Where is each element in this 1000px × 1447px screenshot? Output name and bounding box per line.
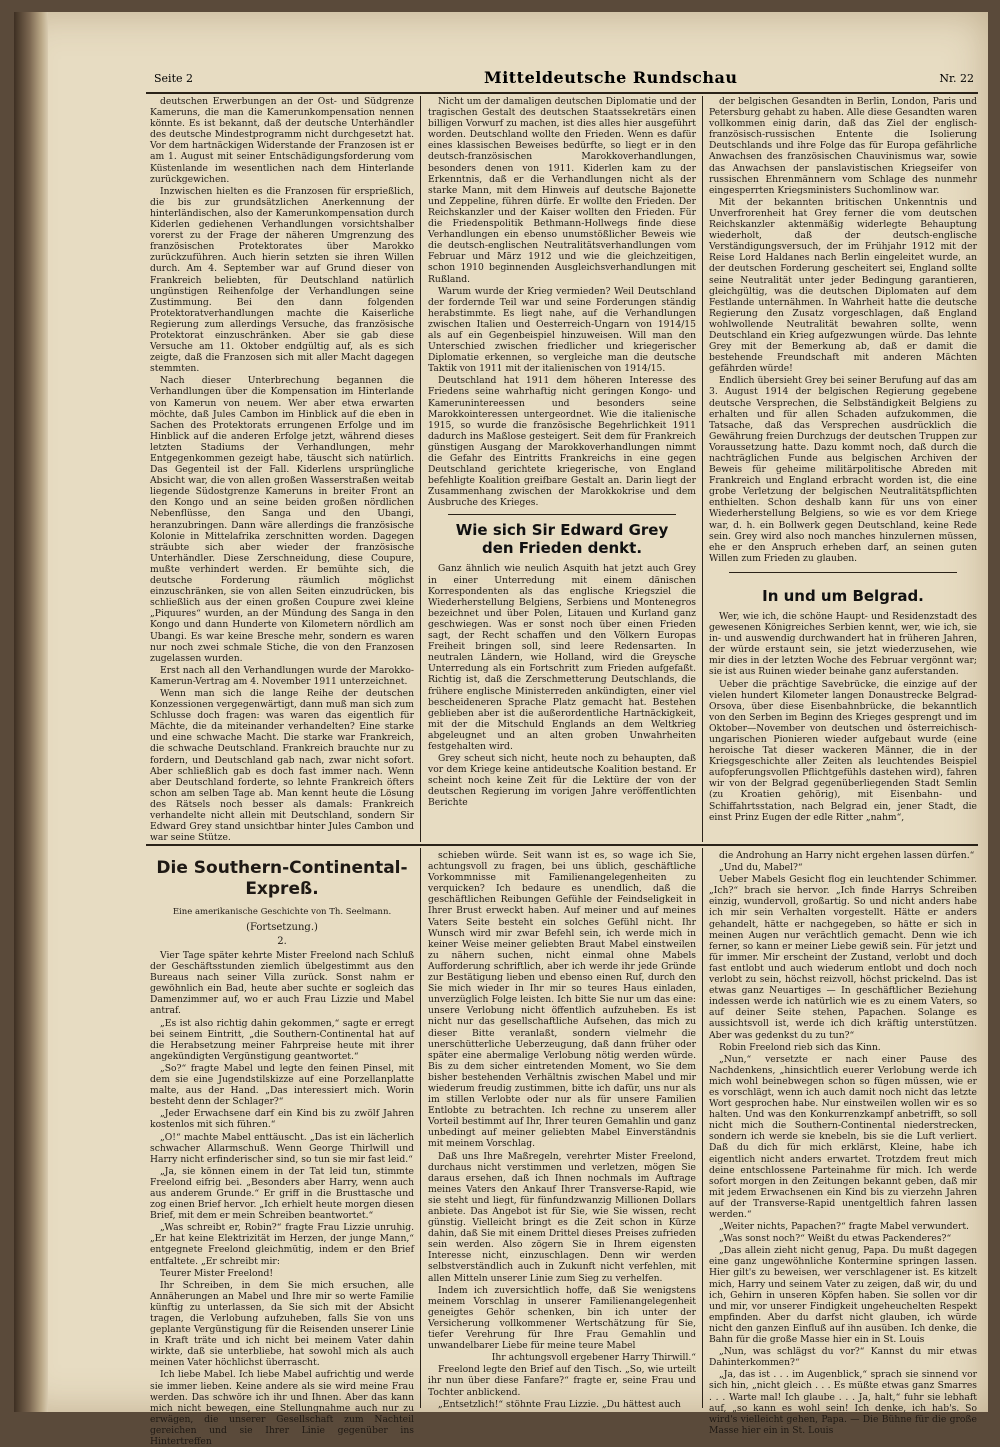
- paragraph: die Androhung an Harry nicht ergehen lassen dürfen.“: [719, 850, 975, 861]
- paragraph: „Jeder Erwachsene darf ein Kind bis zu zwölf Jahren kostenlos mit sich führen.“: [150, 1108, 414, 1131]
- paragraph: der belgischen Gesandten in Berlin, London, Paris und Petersburg gehabt zu haben. Alle diese Gesandten waren vollkommen einig darin, daß das Ziel der englisch-französisch-russischen Entente die Isolierung Deutschlands und ihre Folge das für Europa gefährliche Anwachsen des französischen Chauvinismus war, sowie das Anwachsen der panslavistischen Kriegseifer von russischen Ehrenmännern vom Schlage des nunmehr eingesperrten Kriegsministers Suchomlinow war.: [709, 96, 977, 196]
- story-title: [150, 858, 414, 900]
- paragraph: „Was schreibt er, Robin?“ fragte Frau Lizzie unruhig. „Er hat keine Elektrizität im Herzen, der junge Mann,“ entgegnete Freelond gleichmütig, indem er den Brief entfaltete. „Er schreibt mir:: [150, 1222, 414, 1267]
- paragraph: „So?“ fragte Mabel und legte den feinen Pinsel, mit dem sie eine Jugendstilskizze auf eine Porzellanplatte malte, aus der Hand. „Das interessiert mich. Worin besteht denn der Schlager?“: [150, 1062, 414, 1108]
- column-rule: [420, 96, 421, 842]
- paragraph: Daß uns Ihre Maßregeln, verehrter Mister Freelond, durchaus nicht verstimmen und verletzen, mögen Sie daraus ersehen, daß ich Ihnen nochmals im Auftrage meines Vaters den Ankauf Ihrer Transverse-Rapid, wie sie steht und liegt, für fünfundzwanzig Millionen Dollars anbiete. Das Angebot ist für Sie, wie Sie wissen, recht günstig. Vielleicht bringt es die Zeit schon in Kürze dahin, daß Sie mit einem Drittel dieses Preises zufrieden sein werden. Also zögern Sie in Ihrem eigensten Interesse nicht, einzuschlagen. Denn wir werden selbstverständlich auch in Zukunft nicht verfehlen, mit allen Mitteln unserer Linie zum Sieg zu verhelfen.: [428, 1150, 696, 1284]
- paragraph: Warum wurde der Krieg vermieden? Weil Deutschland der fordernde Teil war und seine Forderungen ständig herabstimmte. Es liegt nahe, auf die Verhandlungen zwischen Italien und Oesterreich-Ungarn von 1914/15 als auf ein Gegenbeispiel hinzuweisen. Will man den Unterschied zwischen friedlicher und kriegerischer Diplomatie erkennen, so vergleiche man die deutsche Taktik von 1911 mit der italienischen von 1914/15.: [428, 285, 696, 375]
- paragraph: Grey scheut sich nicht, heute noch zu behaupten, daß vor dem Kriege keine antideutsche Koalition bestand. Er scheint noch keine Zeit für die Lektüre der von der deutschen Regierung im vorigen Jahre veröffentlichten Berichte: [428, 753, 696, 809]
- page-label: Seite 2: [154, 72, 193, 85]
- paragraph: „Entsetzlich!“ stöhnte Frau Lizzie. „Du hättest auch: [438, 1398, 681, 1410]
- header-rule: [146, 92, 978, 94]
- paragraph: Ich liebe Mabel. Ich liebe Mabel aufrichtig und werde sie immer lieben. Keine andere als sie wird meine Frau werden. Das schwöre ich ihr und Ihnen. Aber das kann mich nicht bewegen, eine Stellungnahme auch nur zu erwägen, die unserer Gesellschaft zum Nachteil gereichen und sie Ihrer Linie gegenüber ins Hintertreffen: [150, 1369, 414, 1447]
- paragraph: „Das allein zieht nicht genug, Papa. Du mußt dagegen eine ganz ungewöhnliche Kontermine springen lassen. Hier gilt's zu beweisen, wer verschlagener ist. Es kitzelt mich, Harry und seinem Vater zu zeigen, daß wir, du und ich, Gehirn in unseren Köpfen haben. Sie sollen vor dir und mir, vor unserer Findigkeit ungeheuchelten Respekt empfinden. Aber du darfst nicht glauben, ich würde nicht den ganzen Einfluß auf ihn ausüben. Ich denke, die Bahn für die große Masse hier ein in St. Louis: [709, 1245, 977, 1346]
- paragraph: schieben würde. Seit wann ist es, so wage ich Sie, achtungsvoll zu fragen, bei uns üblich, geschäftliche Vorkommnisse mit Familienangelegenheiten zu verquicken? Ich bedaure es unendlich, daß die geschäftlichen Reibungen Gefühle der Feindseligkeit in Ihrer Brust erweckt haben. Auf meiner und auf meines Vaters Seite besteht ein solches Gefühl nicht. Ihr Wunsch wird mir zwar Befehl sein, ich werde mich in keiner Weise meiner geliebten Braut Mabel einstweilen zu nähern suchen, nicht einmal ohne Mabels Aufforderung schriftlich, aber ich werde ihr jede Gründe zur Bestätigung lieben und ebenso einen Ruf, durch den Sie mich wieder in Ihr mir so teures Haus einladen, unverzüglich Folge leisten. Ich bitte Sie nur um das eine: unsere Verlobung nicht öffentlich aufzuheben. Es ist nicht nur das gesellschaftliche Aufsehen, das mich zu dieser Bitte veranlaßt, sondern vielmehr die unerschütterliche Ueberzeugung, daß dann früher oder später eine abermalige Verlobung nötig werden würde. Bis zu dem sicher eintretenden Moment, wo Sie dem bisher bestehenden Verhältnis zwischen Mabel und mir wiederum freudig zustimmen, bitte ich dafür, uns nur als im stillen Verlobte oder nur als für unsere Familien Entlobte zu betrachten. Ich rechne zu unserem aller Vorteil bestimmt auf Ihr, Ihrer teuren Gemahlin und ganz unbedingt auf meiner geliebten Mabel Einverständnis mit meinem Vorschlag.: [428, 850, 696, 1150]
- paragraph: Deutschland hat 1911 dem höheren Interesse des Friedens seine wahrhaftig nicht geringen Kongo- und Kamerunintereessen und besonders seine Marokkointeressen untergeordnet. Wie die italienische 1915, so wurde die französische Begehrlichkeit 1911 dadurch ins Maßlose gesteigert. Seit dem für Frankreich günstigen Ausgang der Marokkoverhandlungen nimmt die Gefahr des Eintritts Frankreichs in eine gegen Deutschland gerichtete kriegerische, von England befehligte Koalition greifbare Gestalt an. Darin liegt der Zusammenhang zwischen der Marokkokrise und dem Ausbruche des Krieges.: [428, 375, 696, 509]
- paragraph: Vier Tage später kehrte Mister Freelond nach Schluß der Geschäftsstunden ziemlich übelgestimmt aus den Bureaus nach seiner Villa zurück. Sonst nahm er gewöhnlich ein Bad, heute aber suchte er sogleich das Damenzimmer auf, wo er auch Frau Lizzie und Mabel antraf.: [150, 950, 414, 1017]
- paragraph: Robin Freelond rieb sich das Kinn.: [719, 1041, 881, 1053]
- book-binding: [14, 12, 48, 1412]
- headline-line: Wie sich Sir Edward Grey: [455, 521, 669, 540]
- paragraph: Endlich übersieht Grey bei seiner Berufung auf das am 3. August 1914 der belgischen Regierung gegebene deutsche Versprechen, die Selbständigkeit Belgiens zu erhalten und für allen Schaden aufzukommen, die Tatsache, daß das Versprechen ausdrücklich die Gewährung freien Durchzugs der deutschen Truppen zur Voraussetzung hatte. Dazu kommt noch, daß durch die nachträglichen Funde aus belgischen Archiven der Beweis für geheime militärpolitische Abreden mit Frankreich und England erbracht worden ist, die eine grobe Verletzung der belgischen Neutralitätspflichten enthielten. Schon deshalb kann für uns von einer Wiederherstellung Belgiens, so wie es vor dem Kriege war, d. h. ein Bollwerk gegen Deutschland, keine Rede sein. Grey wird also noch manches hinzulernen müssen, ehe er den Anspruch erheben darf, an seinen guten Willen zum Frieden zu glauben.: [709, 375, 977, 564]
- paragraph: „Was sonst noch?“ Weißt du etwas Packenderes?“: [719, 1233, 952, 1245]
- column-rule: [702, 848, 703, 1408]
- newspaper-title: Mitteldeutsche Rundschau: [484, 68, 738, 87]
- paragraph: Ueber Mabels Gesicht flog ein leuchtender Schimmer. „Ich?“ brach sie hervor. „Ich finde Harrys Schreiben einzig, wundervoll, großartig. So und nicht anders habe ich mir sein Verhalten vorgestellt. Hätte er anders gehandelt, hätte er nachgegeben, so hätte er sich in meinen Augen nur verächtlich gemacht. Denn wie ich ferner, so kann er meiner Liebe gewiß sein. Für jetzt und für immer. Mir erscheint der Zustand, verlobt und doch fast entlobt und auch wiederum entlobt und doch noch verlobt zu sein, höchst reizvoll, höchst prickelnd. Das ist etwas ganz Neuartiges — In geschäftlicher Beziehung indessen werde ich natürlich wie es zu einem Vaters, so auf deiner Seite stehen, Papachen. Solange es aussichtsvoll ist, werde ich dich kräftig unterstützen. Aber was gedenkst du zu tun?“: [709, 874, 977, 1041]
- paragraph: Nach dieser Unterbrechung begannen die Verhandlungen über die Kompensation im Hinterlande von Kamerun von neuem. Wer aber etwa erwarten möchte, daß Jules Cambon im Hinblick auf die eben in Sachen des Protektorats errungenen Erfolge und im Hinblick auf die anderen Erfolge jetzt, während dieses letzten Stadiums der Verhandlungen, mehr Entgegenkommen gezeigt habe, täuscht sich natürlich. Das Gegenteil ist der Fall. Kiderlens ursprüngliche Absicht war, die von allen großen Wasserstraßen weitab liegende Südostgrenze Kameruns in breiter Front an den Kongo und an seine beiden großen nördlichen Nebenflüsse, den Sanga und den Ubangi, heranzubringen. Dann wäre allerdings die französische Kolonie in Mittelafrika zerschnitten worden. Dagegen sträubte sich aber wieder der französische Unterhändler. Diese Zerschneidung, diese Coupure, mußte verhindert werden. Er bemühte sich, die deutsche Forderung räumlich möglichst einzuschränken, sie von allen Seiten einzudrücken, bis schließlich aus der einen großen Coupure zwei kleine „Piquures“ wurden, an der Mündung des Sanga in den Kongo und dann Hunderte von Kilometern nördlich am Ubangi. Es war keine Bresche mehr, sondern es waren nur noch zwei schmale Stiche, die von den Franzosen zugelassen wurden.: [150, 375, 414, 664]
- paragraph: Ihr Schreiben, in dem Sie mich ersuchen, alle Annäherungen an Mabel und Ihre mir so werte Familie künftig zu unterlassen, da Sie sich mit der Absicht tragen, die Verlobung aufzuheben, falls Sie von uns geplante Vergünstigung für die Reisenden unserer Linie in Kraft träte und ich nicht bei meinem Vater dahin wirkte, daß sie unterbliebe, hat sowohl mich als auch meinen Vater höchlichst überrascht.: [150, 1279, 414, 1369]
- paragraph: Indem ich zuversichtlich hoffe, daß Sie wenigstens meinem Vorschlag in unserer Familienangelegenheit geneigtes Gehör schenken, bin ich unter der Versicherung vollkommener Wertschätzung für Sie, tiefer Verehrung für Ihre Frau Gemahlin und unwandelbarer Liebe für meine teure Mabel: [428, 1284, 696, 1352]
- issue-number: Nr. 22: [939, 72, 974, 85]
- paragraph: „Es ist also richtig dahin gekommen,“ sagte er erregt bei seinem Eintritt, „die Southern-Continental hat auf die Herabsetzung meiner Fahrpreise heute mit ihrer angekündigten Vergünstigung geantwortet.“: [150, 1017, 414, 1062]
- paragraph: „Und du, Mabel?“: [719, 862, 803, 874]
- story-column-1: [150, 850, 414, 1447]
- paragraph: Erst nach all den Verhandlungen wurde der Marokko-Kamerun-Vertrag am 4. November 1911 unterzeichnet.: [150, 664, 414, 687]
- paragraph: deutschen Erwerbungen an der Ost- und Südgrenze Kameruns, die man die Kamerunkompensation nennen könnte. Es ist bekannt, daß der deutsche Unterhändler des deutsche Mindestprogramm nicht durchgesetzt hat. Vor dem hartnäckigen Widerstande der Franzosen ist er am 1. August mit seiner Entschädigungsforderung vom Küstenlande im wesentlichen nach dem Hinterlande zurückgewichen.: [150, 96, 414, 185]
- headline-line: den Frieden denkt.: [481, 539, 643, 558]
- paragraph: Mit der bekannten britischen Unkenntnis und Unverfrorenheit hat Grey ferner die vom deutschen Reichskanzler aktenmäßig widerlegte Behauptung wiederholt, daß der deutsch-englische Verständigungsversuch, der im Frühjahr 1912 mit der Reise Lord Haldanes nach Berlin eingeleitet wurde, an der deutschen Forderung gescheitert sei, England sollte seine Neutralität unter jeder Bedingung garantieren, gleichgültig, was die deutschen Diplomaten auf dem Festlande unternähmen. In Wahrheit hatte die deutsche Regierung den Zusatz vorgeschlagen, daß England wohlwollende Neutralität bewahren sollte, wenn Deutschland ein Krieg aufgezwungen würde. Das lehnte Grey mit der Bemerkung ab, daß er damit die bestehende Freundschaft mit anderen Mächten gefährden würde!: [709, 196, 977, 375]
- story-continuation: (Fortsetzung.): [246, 922, 318, 933]
- article-divider: [729, 572, 957, 573]
- column-rule: [420, 848, 421, 1408]
- story-chapter: 2.: [277, 936, 287, 947]
- paragraph: Wer, wie ich, die schöne Haupt- und Residenzstadt des gewesenen Königreiches Serbien kennt, wer, wie ich, sie in- und auswendig durchwandert hat in früheren Jahren, der würde erstaunt sein, sie jetzt wiederzusehen, wie mir dies in der letzten Woche des Februar vergönnt war; sie ist aus Ruinen wieder beinahe ganz auferstanden.: [709, 610, 977, 678]
- newspaper-page: [14, 12, 988, 1447]
- paragraph: Ueber die prächtige Savebrücke, die einzige auf der vielen hundert Kilometer langen Donaustrecke Belgrad-Orsova, über diese Eisenbahnbrücke, die bekanntlich von den Serben im Beginn des Krieges gesprengt und im Oktober—November von deutschen und österreichisch-ungarischen Pionieren wieder aufgebaut wurde (eine heroische Tat dieser wackeren Männer, die in der Kriegsgeschichte aller Zeiten als leuchtendes Beispiel aufopferungsvollen Pflichtgefühls dastehen wird), fahren wir von der Belgrad gegenüberliegenden Stadt Semlin (zu Kroatien gehörig), mit Eisenbahn- und Schiffahrtsstation, nach Belgrad ein, jener Stadt, die einst Prinz Eugen der edle Ritter „nahm“,: [709, 678, 977, 823]
- paragraph: Freelond legte den Brief auf den Tisch. „So, wie urteilt ihr nun über diese Fanfare?“ fragte er, seine Frau und Tochter anblickend.: [428, 1364, 696, 1398]
- article-divider: [448, 514, 676, 515]
- column-rule: [702, 96, 703, 842]
- section-rule: [146, 844, 978, 846]
- story-title-line: Die Southern-Continental-: [156, 858, 408, 878]
- paragraph: Wenn man sich die lange Reihe der deutschen Konzessionen vergegenwärtigt, dann muß man sich zum Schlusse doch fragen: was waren das eigentlich für Mächte, die da miteinander verhandelten? Eine starke und eine schwache Macht. Die starke war Frankreich, die schwache Deutschland. Frankreich brauchte nur zu fordern, und Deutschland gab nach, zwar nicht sofort. Aber schließlich gab es doch fast immer nach. Wenn aber Deutschland forderte, so lehnte Frankreich öfters schon am selben Tage ab. Man kennt heute die Lösung des Rätsels noch besser als damals: Frankreich verhandelte nicht allein mit Deutschland, sondern Sir Edward Grey stand unsichtbar hinter Jules Cambon und war seine Stütze.: [150, 687, 414, 844]
- paragraph: „Weiter nichts, Papachen?“ fragte Mabel verwundert.: [719, 1221, 969, 1233]
- paragraph: „Nun,“ versetzte er nach einer Pause des Nachdenkens, „hinsichtlich euerer Verlobung werde ich mich wohl beinebwegen schon so fügen müssen, wie er es vorschlägt, wenn ich auch damit noch nicht das letzte Wort gesprochen habe. Nur einstweilen wollen wir es so halten. Und was den Konkurrenzkampf anbetrifft, so soll nicht mich die Southern-Continental niederstrecken, sondern ich werde sie knebeln, bis sie die Luft verliert. Daß du dich für mich erklärst, Kleine, habe ich eigentlich nicht anders erwartet. Trotzdem freut mich deine entschlossene Parteinahme für mich. Ich werde sofort morgen in den Zeitungen bekannt geben, daß mir mit jedem Erwachsenen ein Kind bis zu vierzehn Jahren auf der Transverse-Rapid unentgeltlich fahren lassen werden.“: [709, 1053, 977, 1220]
- paragraph: „Ja, sie können einem in der Tat leid tun, stimmte Freelond eifrig bei. „Besonders aber Harry, wenn auch aus anderem Grunde.“ Er griff in die Brusttasche und zog einen Brief hervor. „Ich erhielt heute morgen diesen Brief, mit dem er mein Schreiben beantwortet.“: [150, 1165, 414, 1222]
- paragraph: Ihr achtungsvoll ergebener Harry Thirwill.“: [491, 1352, 696, 1364]
- article-column-2: [428, 96, 696, 841]
- paragraph: Inzwischen hielten es die Franzosen für ersprießlich, die bis zur grundsätzlichen Anerkennung der hinterländischen, also der Kamerunkompensation durch Kiderlen gediehenen Verhandlungen vorsichtshalber vorerst zu der Frage der näheren Umgrenzung des französischen Protektorates über Marokko zurückzuführen. Auch hierin setzten sie ihren Willen durch. Am 4. September war auf Grund dieser von Frankreich beliebten, für Deutschland natürlich ungünstigen Reihenfolge der Verhandlungen seine Zustimmung. Bei den dann folgenden Protektoratverhandlungen machte die Kaiserliche Regierung zum allerdings Versuche, das französische Protektorat einzuschränken. Aber sie gab diese Versuche am 11. Oktober endgültig auf, als es sich zeigte, daß die Franzosen sich mit aller Macht dagegen stemmten.: [150, 185, 414, 375]
- story-title-line: Expreß.: [245, 879, 319, 899]
- paragraph: „O!“ machte Mabel enttäuscht. „Das ist ein lächerlich schwacher Allarmschuß. Wenn George Thirlwill und Harry nicht erfinderischer sind, so tun sie mir fast leid.“: [150, 1131, 414, 1165]
- paragraph: Teurer Mister Freelond!: [160, 1267, 274, 1279]
- story-byline: Eine amerikanische Geschichte von Th. Seelmann.: [172, 907, 392, 917]
- story-column-3: [709, 850, 977, 1436]
- story-column-2: [428, 850, 696, 1408]
- article-column-1: [150, 96, 414, 844]
- paragraph: „Ja, das ist . . . im Augenblick,“ sprach sie sinnend vor sich hin, „nicht gleich . . . Es müßte etwas ganz Smarres . . . Warte mal! Ich glaube . . . Ja, halt,“ fuhr sie lebhaft auf, „so kann es wohl sein! Ich denke, ich hab's. So wird's vielleicht gehen, Papa. — Die Bühne für die große Masse hier ein in St. Louis: [709, 1369, 977, 1436]
- belgrad-article-title: In und um Belgrad.: [762, 586, 924, 605]
- paragraph: Nicht um der damaligen deutschen Diplomatie und der tragischen Gestalt des deutschen Staatssekretärs einen billigen Vorwurf zu machen, ist dies alles hier ausgeführt worden. Deutschland wollte den Frieden. Wenn es dafür eines klassischen Beweises bedürfte, so liegt er in den deutsch-französischen Marokkoverhandlungen, besonders denen von 1911. Kiderlen kam zu der Erkenntnis, daß er die Verhandlungen nicht als der starke Mann, mit dem Hinweis auf deutsche Bajonette und Zeppeline, führen dürfe. Er wollte den Frieden. Der Reichskanzler und der Kaiser wollten den Frieden. Für die Friedenspolitik Bethmann-Hollwegs finde diese Verhandlungen ein ebenso unumstößlicher Beweis wie die deutsch-englischen Neutralitätsverhandlungen vom Februar und März 1912 und wie die gleichzeitigen, schon 1910 beginnenden Ausgleichsverhandlungen mit Rußland.: [428, 96, 696, 285]
- page-header: [154, 68, 974, 90]
- paragraph: „Nun, was schlägst du vor?“ Kannst du mir etwas Dahinterkommen?“: [709, 1346, 977, 1369]
- grey-article-title: [428, 521, 696, 557]
- paragraph: Ganz ähnlich wie neulich Asquith hat jetzt auch Grey in einer Unterredung mit einem dänischen Korrespondenten als das englische Kriegsziel die Wiederherstellung Belgiens, Serbiens und Montenegros bezeichnet und über Polen, Litauen und Kurland ganz geschwiegen. Was er sonst noch über einen Frieden sagt, der Recht schaffen und den Völkern Europas Freiheit bringen soll, sind leere Redensarten. In neutralen Ländern, wie Holland, wird die Greysche Unterredung als ein Fortschritt zum Frieden aufgefaßt. Richtig ist, daß die Zerschmetterung Deutschlands, die frühere englische Ministerreden ankündigten, einer viel bescheideneren Sprache Platz gemacht hat. Bestehen geblieben aber ist die außerordentliche Hartnäckigkeit, mit der die Mitschuld Englands an dem Weltkrieg abgeleugnet und an alten groben Unwahrheiten festgehalten wird.: [428, 563, 696, 752]
- article-column-3: [709, 96, 977, 841]
